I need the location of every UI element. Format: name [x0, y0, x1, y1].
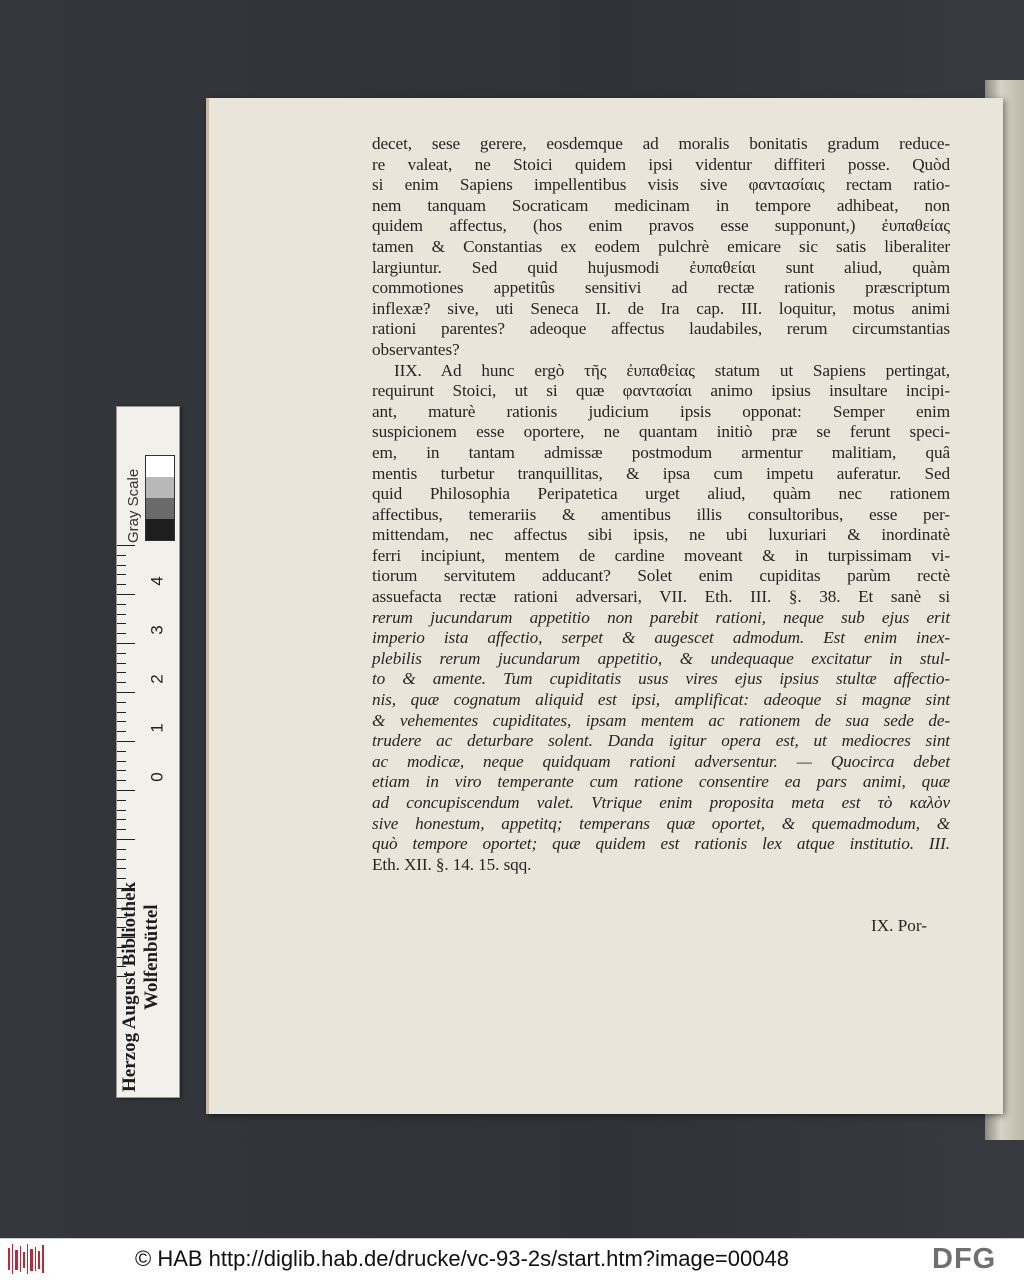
ruler-tick [117, 868, 126, 869]
ruler-tick [117, 594, 135, 595]
text-line: tiorum servitutem adducant? Solet enim cupiditas parùm rectè [372, 566, 950, 586]
text-line: tamen & Constantias ex eodem pulchrè emicare sic satis liberaliter [372, 236, 950, 256]
ruler-tick [117, 584, 126, 585]
ruler-tick [117, 859, 126, 860]
text-line: mittendam, nec affectus sibi ipsis, ne ubi luxuriari & inordinatè [372, 525, 950, 545]
text-line: & vehementes cupiditates, ipsam mentem ac rationem de sua sede de- [372, 710, 950, 730]
text-line: imperio ista affectio, serpet & augescet admodum. Est enim inex- [372, 628, 950, 648]
ruler-tick [117, 545, 135, 546]
library-name [119, 882, 163, 1092]
gray-scale-patches [145, 455, 175, 541]
text-line: ferri incipiunt, mentem de cardine moveant & in turpissimam vi- [372, 545, 950, 565]
text-line: trudere ac deturbare solent. Danda igitur opera est, ut mediocres sint [372, 731, 950, 751]
ruler-tick [117, 721, 126, 722]
ruler-tick [117, 663, 126, 664]
text-line: assuefacta rectæ rationi adversari, VII. Eth. III. §. 38. Et sanè si [372, 587, 950, 607]
ruler-tick [117, 839, 135, 840]
ruler-number: 3 [147, 625, 167, 635]
text-line: to & amente. Tum cupiditatis usus vires ejus ipsius stultæ affectio- [372, 669, 950, 689]
text-line: ad concupiscendum valet. Vtrique enim proposita meta est τὸ καλὸν [372, 793, 950, 812]
ruler-tick [117, 672, 126, 673]
ruler-number: 1 [147, 723, 167, 733]
text-line: observantes? [372, 339, 460, 359]
text-line: suspicionem esse oportere, ne quantam initiò præ se ferunt speci- [372, 422, 950, 442]
text-line: quò tempore oportet; quæ quidem est rationis lex atque institutio. III. [372, 834, 950, 854]
ruler-tick [117, 633, 126, 634]
text-line: nis, quæ cognatum aliquid est ipsi, amplificat: adeoque si magnæ sint [372, 690, 950, 710]
ruler-tick [117, 790, 135, 791]
text-line: si enim Sapiens impellentibus visis sive φαντασίαις rectam ratio- [372, 175, 950, 195]
text-line: sive honestum, appetitq; temperans quæ oportet, & quemadmodum, & [372, 813, 950, 833]
ruler-tick [117, 653, 126, 654]
text-line: etiam in viro temperante cum ratione consentire ea pars animi, quæ [372, 772, 950, 792]
ruler-tick [117, 604, 126, 605]
ruler-tick [117, 770, 126, 771]
copyright-url[interactable]: © HAB http://diglib.hab.de/drucke/vc-93-2s/start.htm?image=00048 [135, 1246, 789, 1271]
ruler-tick [117, 829, 126, 830]
ruler-tick [117, 731, 126, 732]
ruler-number: 0 [147, 772, 167, 782]
text-line: IIX. Ad hunc ergò τῆς ἐυπαθείας statum ut Sapiens pertingat, [394, 360, 950, 380]
ruler-number: 2 [147, 674, 167, 684]
text-line: ant, maturè rationis judicium ipsis opponat: Semper enim [372, 401, 950, 421]
text-line: Eth. XII. §. 14. 15. sqq. [372, 854, 532, 874]
library-name-line1: Herzog August Bibliothek [119, 881, 140, 1092]
ruler-tick [117, 565, 126, 566]
ruler-tick [117, 810, 126, 811]
text-line: ac modicæ, neque quidquam rationi adversentur. — Quocirca debet [372, 751, 950, 771]
text-line: inflexæ? sive, uti Seneca II. de Ira cap. III. loquitur, motus animi [372, 298, 950, 318]
text-line: quidem affectus, (hos enim pravos esse supponunt,) ἐυπαθείας [372, 216, 950, 236]
dfg-logo: DFG [932, 1243, 997, 1275]
text-line: plebilis rerum jucundarum appetitio, & undequaque excitatur in stul- [372, 648, 950, 668]
text-line: decet, sese gerere, eosdemque ad moralis bonitatis gradum reduce- [372, 134, 950, 153]
footer-bar [0, 1238, 1024, 1280]
text-line: nem tanquam Socraticam medicinam in tempore adhibeat, non [372, 195, 950, 215]
ruler-tick [117, 623, 126, 624]
ruler-number: 4 [147, 576, 167, 586]
ruler-tick [117, 780, 126, 781]
ruler-tick [117, 682, 126, 683]
ruler-tick [117, 800, 126, 801]
ruler-tick [117, 751, 126, 752]
page-body-text [372, 134, 950, 875]
ruler-tick [117, 878, 126, 879]
book-page [206, 98, 1003, 1114]
ruler-tick [117, 555, 126, 556]
ruler-tick [117, 574, 126, 575]
catchword: IX. Por- [871, 916, 927, 935]
ruler-tick [117, 741, 135, 742]
text-line: largiuntur. Sed quid hujusmodi ἐυπαθείαι sunt aliud, quàm [372, 257, 950, 277]
text-line: commotiones appetitûs sensitivi ad rectæ rationis præscriptum [372, 278, 950, 298]
text-line: rerum jucundarum appetitio non parebit rationi, neque sub ejus erit [372, 607, 950, 627]
ruler-tick [117, 643, 135, 644]
color-ruler [116, 406, 180, 1098]
library-name-line2: Wolfenbüttel [141, 904, 162, 1010]
ruler-tick [117, 819, 126, 820]
text-line: em, in tantam admissæ postmodum armentur malitiam, quâ [372, 442, 950, 462]
text-line: quid Philosophia Peripatetica urget aliud, quàm nec rationem [372, 484, 950, 504]
text-line: requirunt Stoici, ut si quæ φαντασίαι animo ipsius insultare incipi- [372, 381, 950, 401]
ruler-tick [117, 614, 126, 615]
ruler-tick [117, 702, 126, 703]
ruler-tick [117, 712, 126, 713]
ruler-tick [117, 692, 135, 693]
barcode-icon [8, 1244, 46, 1274]
text-line: mentis turbetur tranquillitas, & ipsa cum impetu auferatur. Sed [372, 463, 950, 483]
text-line: re valeat, ne Stoici quidem ipsi videntur diffiteri posse. Quòd [372, 154, 950, 174]
text-line: rationi parentes? adeoque affectus laudabiles, rerum circumstantias [372, 319, 950, 339]
ruler-tick [117, 849, 126, 850]
gray-scale-label: Gray Scale [125, 468, 142, 543]
text-line: affectibus, temerariis & amentibus illis consultoribus, esse per- [372, 504, 950, 524]
ruler-tick [117, 761, 126, 762]
